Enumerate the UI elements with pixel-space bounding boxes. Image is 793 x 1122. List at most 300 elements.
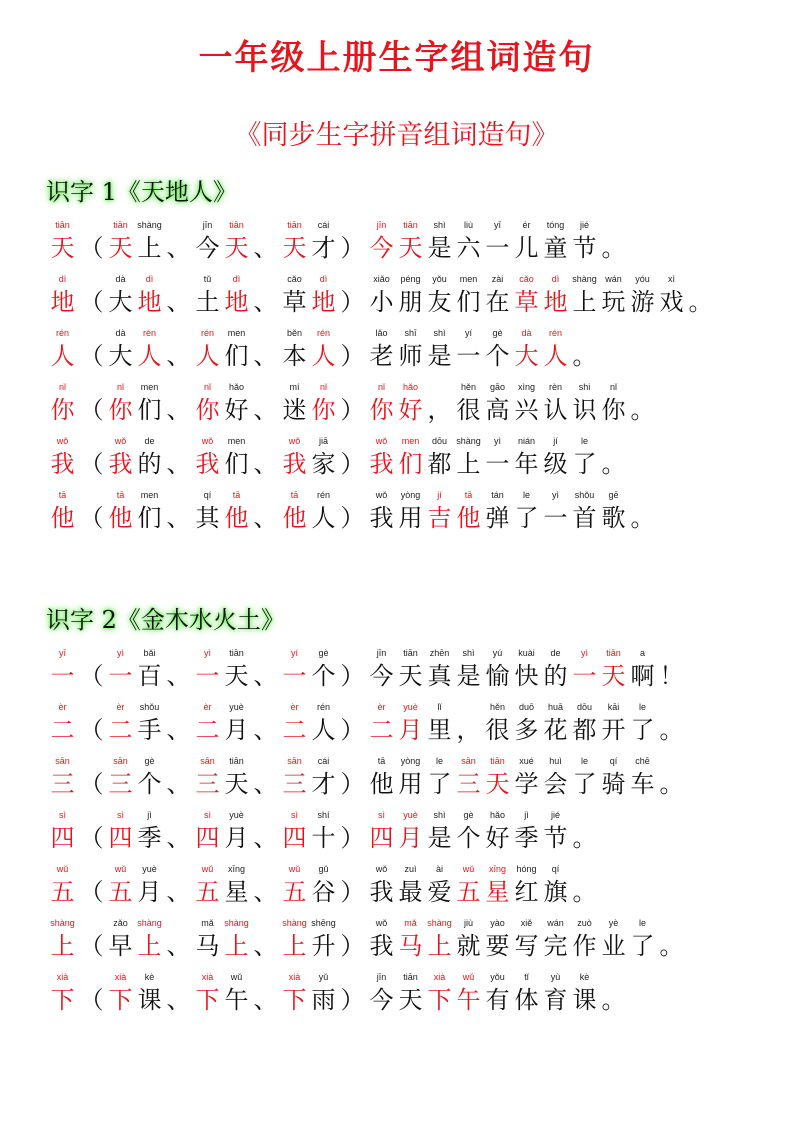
char-unit (135, 435, 164, 485)
hanzi-character: 了 (572, 450, 597, 478)
char-unit (222, 381, 251, 431)
pinyin-label: zǎo (113, 918, 128, 928)
hanzi-character: （ (79, 878, 104, 906)
pinyin-label: tiān (229, 220, 244, 230)
hanzi-character: 识 (572, 396, 597, 424)
pinyin-label: yòng (400, 490, 421, 500)
hanzi-character: 了 (630, 932, 655, 960)
pinyin-label: lǐ (437, 702, 442, 712)
hanzi-character: 本 (282, 342, 307, 370)
hanzi-character: 。 (572, 342, 597, 370)
char-unit (48, 647, 77, 697)
pinyin-label: gāo (489, 382, 506, 392)
pinyin-label: nián (517, 436, 535, 446)
pinyin-label: hěn (489, 702, 506, 712)
hanzi-character: 今 (369, 234, 394, 262)
pinyin-label: dì (551, 274, 560, 284)
hanzi-character: 三 (282, 770, 307, 798)
hanzi-character: 有 (485, 986, 510, 1014)
pinyin-label: jīn (202, 220, 213, 230)
pinyin-label: tán (491, 490, 504, 500)
pinyin-label: jì (524, 810, 529, 820)
hanzi-character: ） (340, 878, 365, 906)
hanzi-character: 大 (108, 342, 133, 370)
hanzi-character: 、 (166, 504, 191, 532)
char-unit (135, 219, 164, 269)
pinyin-label: yì (203, 648, 211, 658)
pinyin-label: shēng (311, 918, 336, 928)
hanzi-character: 真 (427, 662, 452, 690)
char-unit (135, 327, 164, 377)
pinyin-label: jì (147, 810, 152, 820)
pinyin-label: qí (203, 490, 212, 500)
pinyin-label: yóu (635, 274, 650, 284)
hanzi-character: （ (79, 716, 104, 744)
hanzi-character: 他 (108, 504, 133, 532)
hanzi-character: 业 (601, 932, 626, 960)
pinyin-label: le (638, 918, 646, 928)
char-unit (541, 863, 570, 913)
pinyin-label: hǎo (402, 382, 419, 392)
pinyin-label: wǔ (114, 864, 127, 874)
pinyin-label: yī (493, 220, 501, 230)
hanzi-character: （ (79, 504, 104, 532)
hanzi-character: 认 (543, 396, 568, 424)
pinyin-label: rén (316, 490, 330, 500)
char-unit (48, 863, 77, 913)
pinyin-label: tā (377, 756, 386, 766)
pinyin-label: shí (317, 810, 330, 820)
pinyin-label: èr (290, 702, 299, 712)
char-unit (309, 435, 338, 485)
hanzi-character: 月 (137, 878, 162, 906)
pinyin-label: de (144, 436, 155, 446)
pinyin-label: dà (115, 328, 126, 338)
hanzi-character: 天 (282, 234, 307, 262)
hanzi-character: ， (456, 716, 481, 744)
hanzi-character: 、 (166, 824, 191, 852)
target-character: 地 (50, 288, 75, 316)
char-unit (309, 863, 338, 913)
hanzi-character: 大 (108, 288, 133, 316)
pinyin-label: hǎo (489, 810, 506, 820)
pinyin-label: xīng (227, 864, 245, 874)
char-unit (48, 489, 77, 539)
hanzi-character: （ (79, 662, 104, 690)
pinyin-label: èr (116, 702, 125, 712)
pinyin-label: xiǎo (373, 274, 390, 284)
target-character: 天 (50, 234, 75, 262)
hanzi-character: 、 (253, 878, 278, 906)
hanzi-character: 你 (195, 396, 220, 424)
char-unit (657, 647, 686, 697)
pinyin-label: sān (200, 756, 215, 766)
char-unit (628, 917, 657, 967)
pinyin-label: shàng (224, 918, 249, 928)
hanzi-character: 我 (195, 450, 220, 478)
hanzi-character: 愉 (485, 662, 510, 690)
target-character: 下 (50, 986, 75, 1014)
hanzi-character: 。 (601, 450, 626, 478)
hanzi-character: 他 (224, 504, 249, 532)
pinyin-label: yī (58, 648, 66, 658)
char-unit (309, 917, 338, 967)
hanzi-character: ） (340, 234, 365, 262)
pinyin-label: tā (232, 490, 241, 500)
hanzi-character: 开 (601, 716, 626, 744)
pinyin-label: dì (319, 274, 328, 284)
hanzi-character: 上 (572, 288, 597, 316)
pinyin-label: men (140, 382, 159, 392)
char-unit (599, 219, 628, 269)
pinyin-label: rén (142, 328, 156, 338)
hanzi-character: 月 (224, 824, 249, 852)
hanzi-character: 三 (195, 770, 220, 798)
char-unit (222, 489, 251, 539)
pinyin-label: sì (290, 810, 298, 820)
hanzi-character: 、 (253, 986, 278, 1014)
hanzi-character: 课 (572, 986, 597, 1014)
pinyin-label: tiān (287, 220, 302, 230)
hanzi-character: 人 (311, 716, 336, 744)
pinyin-label: nǐ (203, 382, 211, 392)
pinyin-label: péng (400, 274, 421, 284)
hanzi-character: 个 (137, 770, 162, 798)
hanzi-character: 学 (514, 770, 539, 798)
hanzi-character: 地 (311, 288, 336, 316)
char-unit (135, 971, 164, 1021)
pinyin-label: yú (492, 648, 503, 658)
pinyin-label: tiān (113, 220, 128, 230)
hanzi-character: 、 (166, 234, 191, 262)
char-unit (599, 971, 628, 1021)
hanzi-character: 一 (456, 342, 481, 370)
hanzi-character: 下 (195, 986, 220, 1014)
pinyin-label: dà (115, 274, 126, 284)
char-unit (309, 219, 338, 269)
pinyin-label: kāi (607, 702, 620, 712)
hanzi-character: 马 (195, 932, 220, 960)
pinyin-label: sān (55, 756, 70, 766)
hanzi-character: 里 (427, 716, 452, 744)
hanzi-character: 雨 (311, 986, 336, 1014)
hanzi-character: 二 (369, 716, 394, 744)
pinyin-label: shǒu (574, 490, 595, 500)
pinyin-label: nǐ (116, 382, 124, 392)
pinyin-label: zuò (577, 918, 592, 928)
char-unit (309, 273, 338, 323)
hanzi-character: ） (340, 504, 365, 532)
hanzi-character: （ (79, 770, 104, 798)
pinyin-label: yè (608, 918, 619, 928)
pinyin-label: wǒ (114, 436, 127, 446)
pinyin-label: zuì (404, 864, 417, 874)
hanzi-character: 月 (224, 716, 249, 744)
hanzi-character: ） (340, 288, 365, 316)
hanzi-character: 地 (137, 288, 162, 316)
hanzi-character: 育 (543, 986, 568, 1014)
char-unit (628, 647, 657, 697)
hanzi-character: 。 (572, 824, 597, 852)
hanzi-character: 玩 (601, 288, 626, 316)
pinyin-label: tiān (229, 756, 244, 766)
pinyin-label: tǐ (524, 972, 529, 982)
target-character: 五 (50, 878, 75, 906)
hanzi-character: 、 (166, 450, 191, 478)
hanzi-character: 车 (630, 770, 655, 798)
hanzi-character: 个 (485, 342, 510, 370)
pinyin-label: shǒu (139, 702, 160, 712)
pinyin-label: xué (519, 756, 534, 766)
target-character: 二 (50, 716, 75, 744)
pinyin-label: nǐ (58, 382, 66, 392)
hanzi-character: 、 (253, 342, 278, 370)
hanzi-character: 、 (166, 770, 191, 798)
char-unit (48, 219, 77, 269)
hanzi-character: 你 (311, 396, 336, 424)
target-character: 三 (50, 770, 75, 798)
pinyin-label: shàng (456, 436, 481, 446)
hanzi-character: 了 (572, 770, 597, 798)
char-unit (48, 273, 77, 323)
hanzi-character: 百 (137, 662, 162, 690)
target-character: 你 (50, 396, 75, 424)
pinyin-label: hěn (460, 382, 477, 392)
pinyin-label: men (401, 436, 420, 446)
hanzi-character: 课 (137, 986, 162, 1014)
pinyin-label: yǒu (490, 972, 505, 982)
hanzi-character: 爱 (427, 878, 452, 906)
pinyin-label: a (639, 648, 645, 658)
hanzi-character: 节 (543, 824, 568, 852)
pinyin-label: yì (580, 648, 588, 658)
target-character: 一 (50, 662, 75, 690)
hanzi-character: 一 (195, 662, 220, 690)
char-unit (135, 701, 164, 751)
hanzi-character: 星 (224, 878, 249, 906)
hanzi-character: 二 (282, 716, 307, 744)
hanzi-character: 天 (224, 234, 249, 262)
pinyin-label: rén (200, 328, 214, 338)
char-unit (135, 489, 164, 539)
pinyin-label: bǎi (143, 648, 156, 658)
hanzi-character: 午 (224, 986, 249, 1014)
hanzi-character: 节 (572, 234, 597, 262)
pinyin-label: men (459, 274, 478, 284)
pinyin-label: sān (287, 756, 302, 766)
pinyin-label: rén (316, 328, 330, 338)
hanzi-character: 儿 (514, 234, 539, 262)
hanzi-character: 今 (369, 986, 394, 1014)
hanzi-character: （ (79, 450, 104, 478)
hanzi-character: 十 (311, 824, 336, 852)
pinyin-label: shī (404, 328, 417, 338)
char-unit (309, 381, 338, 431)
hanzi-character: 才 (311, 770, 336, 798)
hanzi-character: 下 (108, 986, 133, 1014)
char-unit (541, 327, 570, 377)
char-unit (48, 971, 77, 1021)
target-character: 上 (50, 932, 75, 960)
hanzi-character: 人 (311, 342, 336, 370)
pinyin-label: yuè (229, 702, 244, 712)
char-unit (570, 971, 599, 1021)
hanzi-character: 朋 (398, 288, 423, 316)
hanzi-character: 上 (456, 450, 481, 478)
hanzi-character: 他 (456, 504, 481, 532)
hanzi-character: 一 (543, 504, 568, 532)
hanzi-character: 我 (369, 504, 394, 532)
char-unit (135, 273, 164, 323)
hanzi-character: 六 (456, 234, 481, 262)
hanzi-character: 天 (398, 986, 423, 1014)
pinyin-label: yǒu (432, 274, 447, 284)
char-unit (222, 701, 251, 751)
hanzi-character: 二 (195, 716, 220, 744)
hanzi-character: 在 (485, 288, 510, 316)
hanzi-character: ） (340, 716, 365, 744)
pinyin-label: gè (144, 756, 155, 766)
pinyin-label: ér (522, 220, 531, 230)
hanzi-character: 早 (108, 932, 133, 960)
char-unit (570, 863, 599, 913)
pinyin-label: le (580, 756, 588, 766)
char-unit (48, 435, 77, 485)
hanzi-character: 是 (456, 662, 481, 690)
pinyin-label: tiān (403, 972, 418, 982)
target-character: 他 (50, 504, 75, 532)
pinyin-label: huì (549, 756, 562, 766)
hanzi-character: 红 (514, 878, 539, 906)
hanzi-character: 最 (398, 878, 423, 906)
hanzi-character: 四 (369, 824, 394, 852)
char-unit (135, 863, 164, 913)
pinyin-label: sān (113, 756, 128, 766)
char-unit (48, 327, 77, 377)
hanzi-character: 、 (253, 716, 278, 744)
hanzi-character: （ (79, 288, 104, 316)
hanzi-character: 上 (137, 932, 162, 960)
char-unit (309, 327, 338, 377)
hanzi-character: 的 (543, 662, 568, 690)
char-unit (657, 273, 686, 323)
pinyin-label: jīn (376, 972, 387, 982)
hanzi-character: 人 (543, 342, 568, 370)
pinyin-label: xià (288, 972, 301, 982)
hanzi-character: ） (340, 986, 365, 1014)
pinyin-label: shàng (427, 918, 452, 928)
pinyin-label: jīn (376, 220, 387, 230)
pinyin-label: shàng (572, 274, 597, 284)
pinyin-label: jí (553, 436, 558, 446)
pinyin-label: jié (579, 220, 589, 230)
hanzi-character: 草 (514, 288, 539, 316)
pinyin-label: tiān (403, 648, 418, 658)
hanzi-character: 五 (108, 878, 133, 906)
hanzi-character: 们 (224, 342, 249, 370)
pinyin-label: wán (605, 274, 622, 284)
pinyin-label: gè (492, 328, 503, 338)
hanzi-character: 我 (108, 450, 133, 478)
hanzi-character: 人 (137, 342, 162, 370)
hanzi-character: 兴 (514, 396, 539, 424)
hanzi-character: 上 (137, 234, 162, 262)
hanzi-character: 季 (137, 824, 162, 852)
hanzi-character: 人 (195, 342, 220, 370)
hanzi-character: （ (79, 234, 104, 262)
hanzi-character: ） (340, 770, 365, 798)
char-unit (599, 435, 628, 485)
hanzi-character: 。 (630, 504, 655, 532)
hanzi-character: 你 (108, 396, 133, 424)
pinyin-label: xià (114, 972, 127, 982)
pinyin-label: mí (289, 382, 300, 392)
pinyin-label: lǎo (375, 328, 388, 338)
hanzi-character: 下 (427, 986, 452, 1014)
char-unit (541, 809, 570, 859)
pinyin-label: yì (116, 648, 124, 658)
hanzi-character: 、 (253, 770, 278, 798)
pinyin-label: zài (491, 274, 504, 284)
char-unit (222, 971, 251, 1021)
hanzi-character: 上 (224, 932, 249, 960)
hanzi-character: 一 (572, 662, 597, 690)
hanzi-character: 了 (514, 504, 539, 532)
char-unit (222, 755, 251, 805)
char-unit (222, 647, 251, 697)
hanzi-character: 。 (601, 234, 626, 262)
hanzi-character: 、 (166, 716, 191, 744)
char-unit (628, 701, 657, 751)
hanzi-character: 。 (659, 716, 684, 744)
pinyin-label: wǒ (56, 436, 69, 446)
pinyin-label: cǎo (287, 274, 302, 284)
hanzi-character: 戏 (659, 288, 684, 316)
pinyin-label: dì (145, 274, 154, 284)
char-unit (570, 327, 599, 377)
pinyin-label: wǔ (201, 864, 214, 874)
pinyin-label: wǔ (56, 864, 69, 874)
hanzi-character: 歌 (601, 504, 626, 532)
hanzi-character: 花 (543, 716, 568, 744)
pinyin-label: sì (116, 810, 124, 820)
pinyin-label: men (227, 436, 246, 446)
pinyin-label: wǔ (230, 972, 243, 982)
hanzi-character: 用 (398, 770, 423, 798)
pinyin-label: shàng (137, 918, 162, 928)
pinyin-label: shàng (282, 918, 307, 928)
char-unit (309, 809, 338, 859)
pinyin-label: tiān (403, 220, 418, 230)
hanzi-character: 家 (311, 450, 336, 478)
hanzi-character: ） (340, 932, 365, 960)
char-unit (48, 381, 77, 431)
hanzi-character: 天 (224, 770, 249, 798)
hanzi-character: 们 (224, 450, 249, 478)
hanzi-character: 。 (572, 878, 597, 906)
char-unit (309, 971, 338, 1021)
pinyin-label: shì (462, 648, 475, 658)
hanzi-character: 都 (427, 450, 452, 478)
hanzi-character: （ (79, 932, 104, 960)
pinyin-label: wǒ (375, 490, 388, 500)
char-unit (48, 755, 77, 805)
target-character: 四 (50, 824, 75, 852)
pinyin-label: huā (547, 702, 564, 712)
pinyin-label: shì (433, 328, 446, 338)
hanzi-character: 师 (398, 342, 423, 370)
char-unit (48, 809, 77, 859)
